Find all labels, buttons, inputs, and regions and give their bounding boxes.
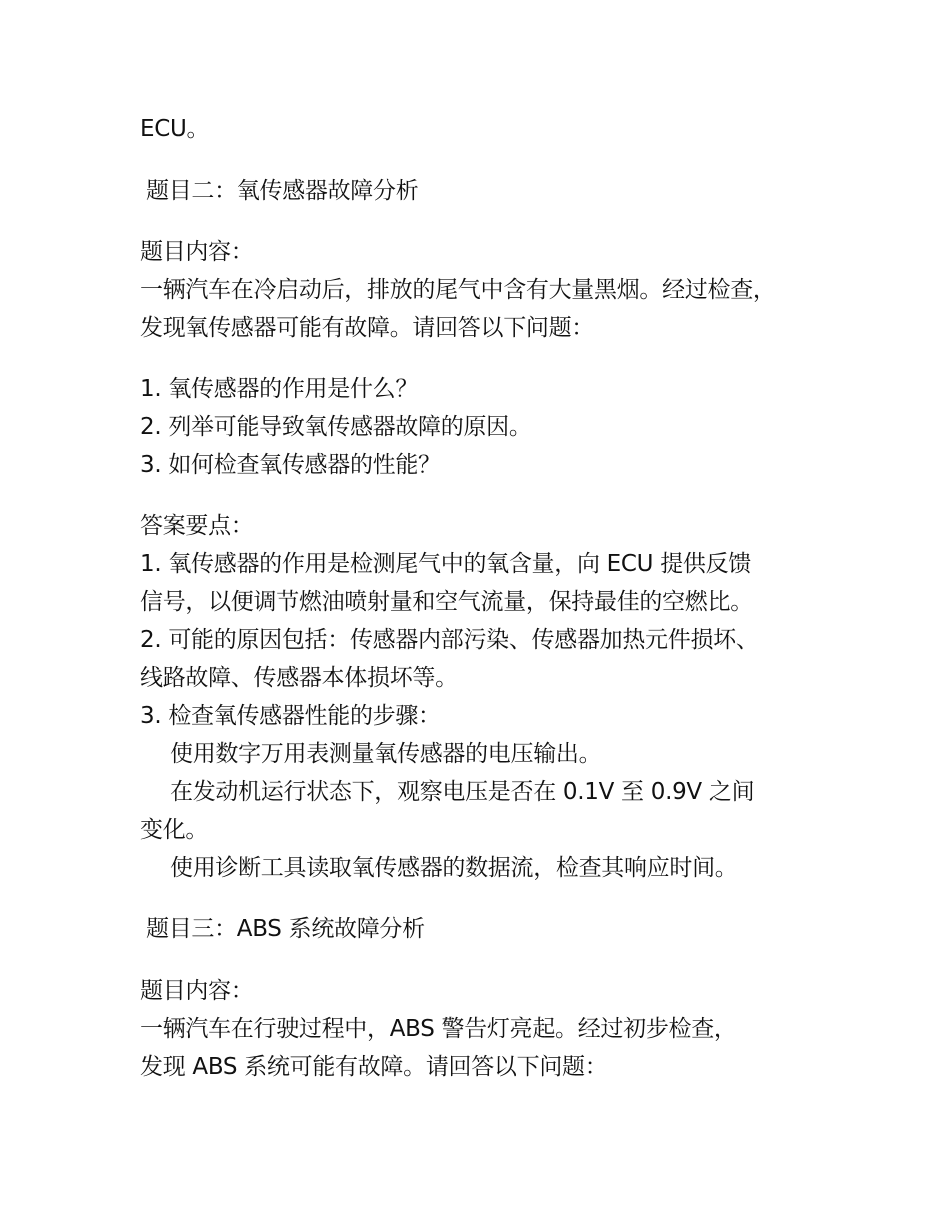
section2-answer-line: 1. 氧传感器的作用是检测尾气中的氧含量，向 ECU 提供反馈 [140,551,752,577]
section2-content-label: 题目内容： [140,239,254,265]
section2-answer-line: 3. 检查氧传感器性能的步骤： [140,703,441,729]
section2-question: 3. 如何检查氧传感器的性能？ [140,452,441,478]
section2-content-line: 发现氧传感器可能有故障。请回答以下问题： [140,315,595,341]
section2-question: 2. 列举可能导致氧传感器故障的原因。 [140,414,532,440]
section3-content-line: 发现 ABS 系统可能有故障。请回答以下问题： [140,1054,608,1080]
section2-step-wrap: 变化。 [140,817,209,843]
section2-step: 在发动机运行状态下，观察电压是否在 0.1V 至 0.9V 之间 [170,779,755,805]
section3-content-line: 一辆汽车在行驶过程中，ABS 警告灯亮起。经过初步检查， [140,1016,737,1042]
section2-question: 1. 氧传感器的作用是什么？ [140,376,419,402]
section3-content-label: 题目内容： [140,978,254,1004]
section2-answer-line: 信号，以便调节燃油喷射量和空气流量，保持最佳的空燃比。 [140,589,753,615]
section2-title: 题目二：氧传感器故障分析 [146,178,419,204]
section2-answer-line: 线路故障、传感器本体损坏等。 [140,665,458,691]
section2-content-line: 一辆汽车在冷启动后，排放的尾气中含有大量黑烟。经过检查， [140,277,776,303]
section2-step: 使用诊断工具读取氧传感器的数据流，检查其响应时间。 [170,855,738,881]
section2-answer-line: 2. 可能的原因包括：传感器内部污染、传感器加热元件损坏、 [140,627,759,653]
intro-tail-text: ECU。 [140,116,210,142]
section2-step: 使用数字万用表测量氧传感器的电压输出。 [170,741,602,767]
section3-title: 题目三：ABS 系统故障分析 [146,916,425,942]
section2-answer-label: 答案要点： [140,513,254,539]
